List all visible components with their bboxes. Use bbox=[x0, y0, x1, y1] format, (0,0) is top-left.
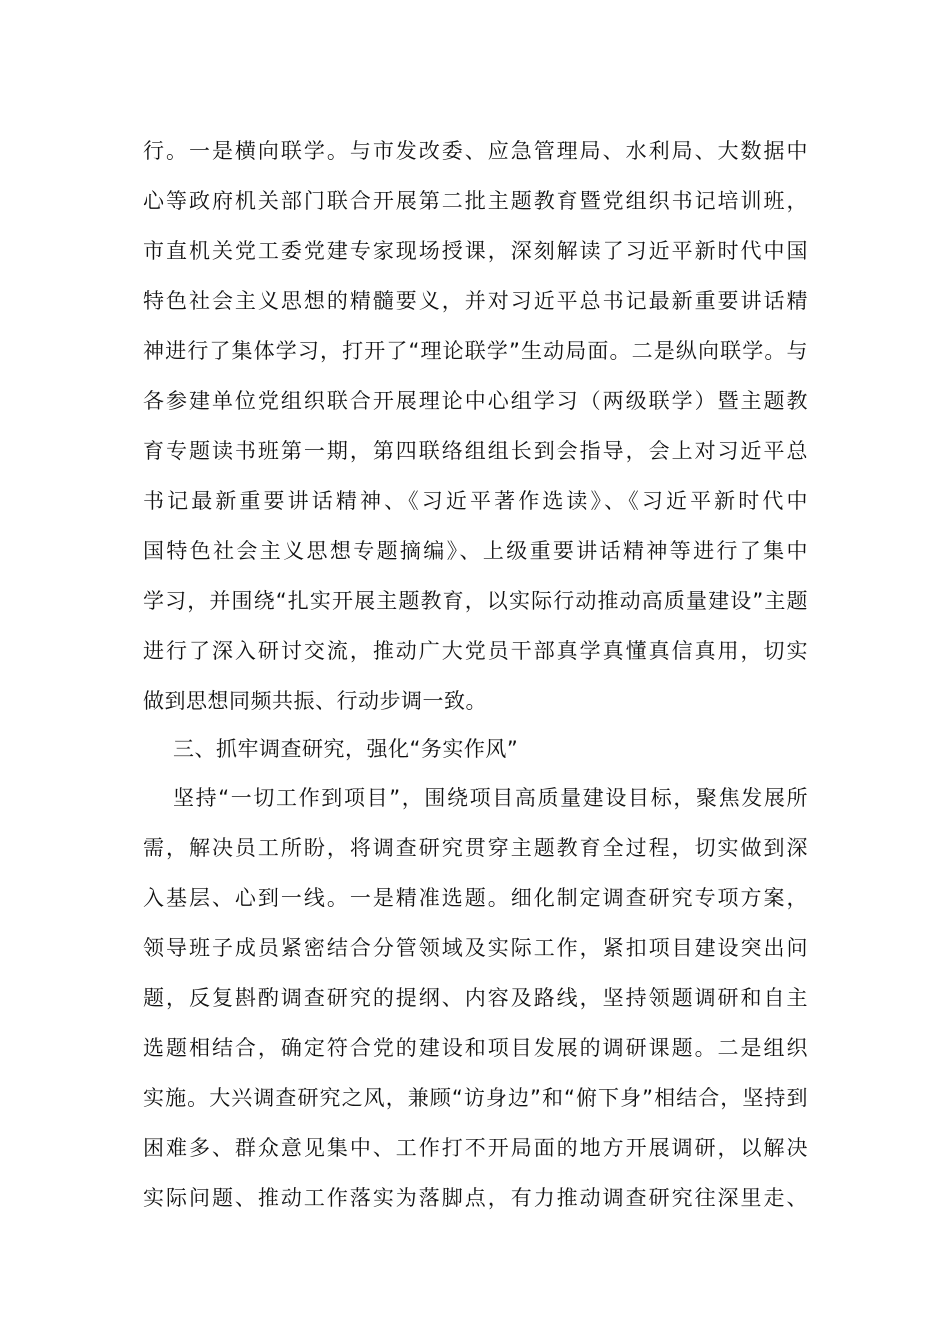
paragraph1-line-4: 特色社会主义思想的精髓要义，并对习近平总书记最新重要讲话精 bbox=[143, 289, 808, 313]
paragraph1-line-7: 育专题读书班第一期，第四联络组组长到会指导，会上对习近平总 bbox=[143, 439, 808, 463]
section3-line-7: 实施。大兴调查研究之风，兼顾“访身边”和“俯下身”相结合，坚持到 bbox=[143, 1086, 808, 1110]
paragraph1-line-1: 行。一是横向联学。与市发改委、应急管理局、水利局、大数据中 bbox=[143, 139, 808, 163]
section3-line-5: 题，反复斟酌调查研究的提纲、内容及路线，坚持领题调研和自主 bbox=[143, 986, 808, 1010]
paragraph1-line-8: 书记最新重要讲话精神、《习近平著作选读》、《习近平新时代中 bbox=[143, 489, 808, 513]
paragraph1-line-9: 国特色社会主义思想专题摘编》、上级重要讲话精神等进行了集中 bbox=[143, 539, 808, 563]
paragraph1-line-6: 各参建单位党组织联合开展理论中心组学习（两级联学）暨主题教 bbox=[143, 389, 808, 413]
section3-line-6: 选题相结合，确定符合党的建设和项目发展的调研课题。二是组织 bbox=[143, 1036, 808, 1060]
section3-line-3: 入基层、心到一线。一是精准选题。细化制定调查研究专项方案， bbox=[143, 886, 808, 910]
section3-line-4: 领导班子成员紧密结合分管领域及实际工作，紧扣项目建设突出问 bbox=[143, 936, 808, 960]
section3-line-9: 实际问题、推动工作落实为落脚点，有力推动调查研究往深里走、 bbox=[143, 1186, 808, 1210]
paragraph1-line-12: 做到思想同频共振、行动步调一致。 bbox=[143, 689, 487, 713]
paragraph1-line-5: 神进行了集体学习，打开了“理论联学”生动局面。二是纵向联学。与 bbox=[143, 339, 808, 363]
paragraph1-line-10: 学习，并围绕“扎实开展主题教育，以实际行动推动高质量建设”主题 bbox=[143, 589, 808, 613]
paragraph1-line-2: 心等政府机关部门联合开展第二批主题教育暨党组织书记培训班， bbox=[143, 189, 808, 213]
paragraph1-line-11: 进行了深入研讨交流，推动广大党员干部真学真懂真信真用，切实 bbox=[143, 639, 808, 663]
section3-line-2: 需，解决员工所盼，将调查研究贯穿主题教育全过程，切实做到深 bbox=[143, 836, 808, 860]
section3-line-8: 困难多、群众意见集中、工作打不开局面的地方开展调研，以解决 bbox=[143, 1136, 808, 1160]
paragraph1-line-3: 市直机关党工委党建专家现场授课，深刻解读了习近平新时代中国 bbox=[143, 239, 808, 263]
section3-heading: 三、抓牢调查研究，强化“务实作风” bbox=[173, 737, 519, 761]
section3-line-1: 坚持“一切工作到项目”，围绕项目高质量建设目标，聚焦发展所 bbox=[173, 786, 808, 810]
